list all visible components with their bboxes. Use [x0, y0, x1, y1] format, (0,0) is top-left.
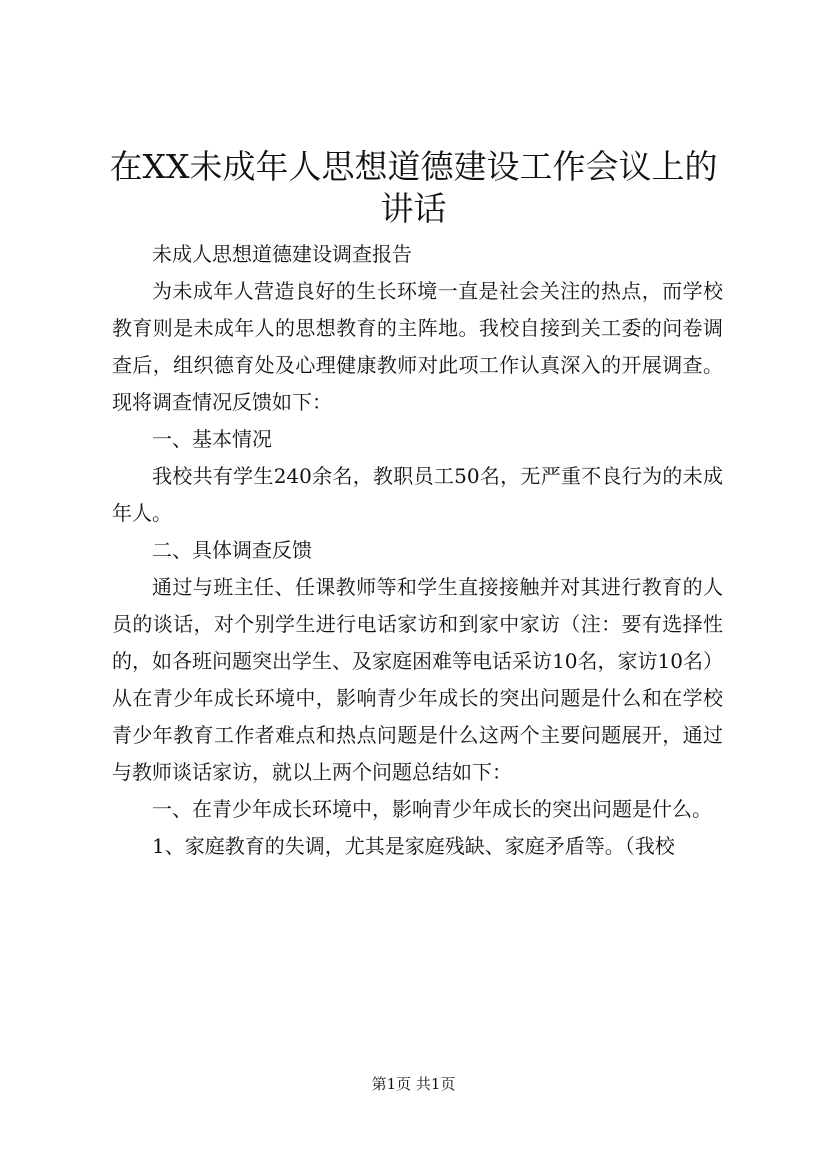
paragraph-intro: 为未成年人营造良好的生长环境一直是社会关注的热点，而学校教育则是未成年人的思想教育的主阵地。我校自接到关工委的问卷调查后，组织德育处及心理健康教师对此项工作认真深入的开展调查。现将调查情况反馈如下： [112, 279, 723, 414]
paragraph-report-heading: 未成人思想道德建设调查报告 [152, 242, 412, 266]
document-body [112, 236, 723, 865]
paragraph-basic-info: 我校共有学生240余名，教职员工50名，无严重不良行为的未成年人。 [112, 464, 723, 525]
document-title: 在XX未成年人思想道德建设工作会议上的讲话 [109, 147, 718, 228]
page-footer: 第1页 共1页 [371, 1075, 456, 1093]
section-heading-basic: 一、基本情况 [152, 427, 272, 451]
section-heading-feedback: 二、具体调查反馈 [152, 538, 312, 562]
paragraph-feedback: 通过与班主任、任课教师等和学生直接接触并对其进行教育的人员的谈话，对个别学生进行电话家访和到家中家访（注：要有选择性的，如各班问题突出学生、及家庭困难等电话采访10名，家访10名）从在青少年成长环境中，影响青少年成长的突出问题是什么和在学校青少年教育工作者难点和热点问题是什么这两个主要问题展开，通过与教师谈话家访，就以上两个问题总结如下： [112, 575, 723, 784]
paragraph-family-education: 1、家庭教育的失调，尤其是家庭残缺、家庭矛盾等。（我校 [152, 834, 675, 858]
subheading-issues: 一、在青少年成长环境中，影响青少年成长的突出问题是什么。 [152, 797, 712, 821]
